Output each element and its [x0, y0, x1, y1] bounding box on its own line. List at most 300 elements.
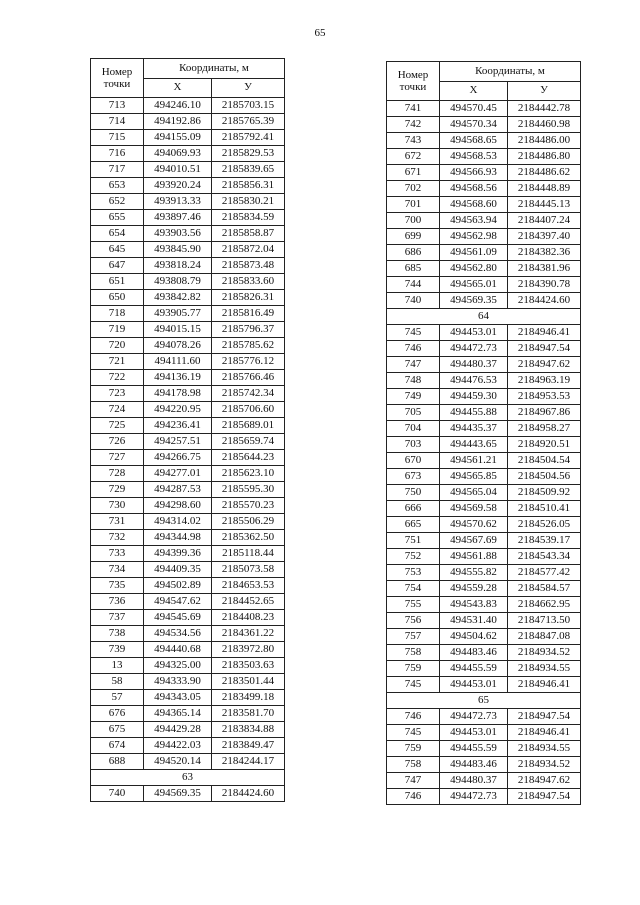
table-row — [91, 98, 285, 114]
table-row — [91, 514, 285, 530]
x-coordinate-cell: 494246.10 — [144, 98, 212, 114]
x-coordinate-cell: 494566.93 — [440, 165, 508, 181]
point-number-cell: 750 — [387, 485, 440, 501]
y-coordinate-cell: 2184584.57 — [508, 581, 581, 597]
y-column-header: У — [212, 78, 285, 98]
x-coordinate-cell: 493897.46 — [144, 210, 212, 226]
table-row — [91, 562, 285, 578]
table-row — [387, 581, 581, 597]
point-number-cell: 744 — [387, 277, 440, 293]
x-coordinate-cell: 494569.35 — [440, 293, 508, 309]
point-number-cell: 718 — [91, 306, 144, 322]
x-column-header: X — [144, 78, 212, 98]
x-coordinate-cell: 494455.88 — [440, 405, 508, 421]
table-row — [387, 117, 581, 133]
table-row — [387, 389, 581, 405]
x-coordinate-cell: 494409.35 — [144, 562, 212, 578]
x-coordinate-cell: 494399.36 — [144, 546, 212, 562]
x-coordinate-cell: 493913.33 — [144, 194, 212, 210]
x-coordinate-cell: 494266.75 — [144, 450, 212, 466]
table-row — [91, 386, 285, 402]
x-coordinate-cell: 494547.62 — [144, 594, 212, 610]
table-row — [387, 549, 581, 565]
x-coordinate-cell: 494562.80 — [440, 261, 508, 277]
point-number-cell: 737 — [91, 610, 144, 626]
y-coordinate-cell: 2185785.62 — [212, 338, 285, 354]
x-coordinate-cell: 493818.24 — [144, 258, 212, 274]
table-row — [387, 741, 581, 757]
x-coordinate-cell: 494453.01 — [440, 325, 508, 341]
y-coordinate-cell: 2183972.80 — [212, 642, 285, 658]
coordinates-table-left — [90, 58, 285, 802]
y-coordinate-cell: 2184509.92 — [508, 485, 581, 501]
coordinates-header: Координаты, м — [440, 62, 581, 82]
point-number-cell: 740 — [387, 293, 440, 309]
y-coordinate-cell: 2183834.88 — [212, 722, 285, 738]
table-row — [91, 786, 285, 802]
y-coordinate-cell: 2185623.10 — [212, 466, 285, 482]
y-coordinate-cell: 2185570.23 — [212, 498, 285, 514]
table-row — [387, 725, 581, 741]
x-coordinate-cell: 494568.65 — [440, 133, 508, 149]
point-number-cell: 757 — [387, 629, 440, 645]
y-coordinate-cell: 2185833.60 — [212, 274, 285, 290]
x-coordinate-cell: 494136.19 — [144, 370, 212, 386]
x-coordinate-cell: 494563.94 — [440, 213, 508, 229]
table-row — [91, 738, 285, 754]
x-coordinate-cell: 494570.45 — [440, 101, 508, 117]
x-coordinate-cell: 494422.03 — [144, 738, 212, 754]
y-coordinate-cell: 2184407.24 — [508, 213, 581, 229]
table-row — [91, 178, 285, 194]
y-coordinate-cell: 2184244.17 — [212, 754, 285, 770]
table-row — [387, 261, 581, 277]
x-coordinate-cell: 494192.86 — [144, 114, 212, 130]
point-number-cell: 704 — [387, 421, 440, 437]
point-number-cell: 751 — [387, 533, 440, 549]
point-number-cell: 650 — [91, 290, 144, 306]
y-coordinate-cell: 2184448.89 — [508, 181, 581, 197]
coordinates-header: Координаты, м — [144, 59, 285, 79]
point-number-cell: 758 — [387, 645, 440, 661]
y-coordinate-cell: 2185765.39 — [212, 114, 285, 130]
x-coordinate-cell: 494569.58 — [440, 501, 508, 517]
y-coordinate-cell: 2185644.23 — [212, 450, 285, 466]
y-coordinate-cell: 2185703.15 — [212, 98, 285, 114]
point-number-cell: 647 — [91, 258, 144, 274]
x-coordinate-cell: 494287.53 — [144, 482, 212, 498]
table-row — [387, 373, 581, 389]
table-row — [387, 149, 581, 165]
point-number-cell: 738 — [91, 626, 144, 642]
table-row — [91, 370, 285, 386]
table-row — [91, 722, 285, 738]
x-coordinate-cell: 494480.37 — [440, 357, 508, 373]
table-row — [387, 501, 581, 517]
y-coordinate-cell: 2185839.65 — [212, 162, 285, 178]
y-coordinate-cell: 2184713.50 — [508, 613, 581, 629]
y-coordinate-cell: 2184424.60 — [508, 293, 581, 309]
table-row — [387, 773, 581, 789]
point-number-cell: 729 — [91, 482, 144, 498]
y-coordinate-cell: 2185742.34 — [212, 386, 285, 402]
x-coordinate-cell: 494010.51 — [144, 162, 212, 178]
y-coordinate-cell: 2184963.19 — [508, 373, 581, 389]
y-coordinate-cell: 2184653.53 — [212, 578, 285, 594]
y-coordinate-cell: 2184390.78 — [508, 277, 581, 293]
point-number-cell: 723 — [91, 386, 144, 402]
table-row — [91, 338, 285, 354]
y-coordinate-cell: 2184967.86 — [508, 405, 581, 421]
y-coordinate-cell: 2183501.44 — [212, 674, 285, 690]
y-coordinate-cell: 2185776.12 — [212, 354, 285, 370]
x-coordinate-cell: 494220.95 — [144, 402, 212, 418]
table-row — [387, 533, 581, 549]
table-row — [387, 245, 581, 261]
x-coordinate-cell: 494561.88 — [440, 549, 508, 565]
point-number-cell: 701 — [387, 197, 440, 213]
point-number-cell: 741 — [387, 101, 440, 117]
y-coordinate-cell: 2184847.08 — [508, 629, 581, 645]
x-coordinate-cell: 494453.01 — [440, 725, 508, 741]
y-column-header: У — [508, 81, 581, 101]
point-number-cell: 715 — [91, 130, 144, 146]
table-row — [387, 757, 581, 773]
point-number-cell: 700 — [387, 213, 440, 229]
point-number-cell: 58 — [91, 674, 144, 690]
y-coordinate-cell: 2184539.17 — [508, 533, 581, 549]
table-row — [387, 229, 581, 245]
x-coordinate-cell: 494155.09 — [144, 130, 212, 146]
x-coordinate-cell: 494555.82 — [440, 565, 508, 581]
y-coordinate-cell: 2184920.51 — [508, 437, 581, 453]
point-number-cell: 716 — [91, 146, 144, 162]
x-coordinate-cell: 493920.24 — [144, 178, 212, 194]
y-coordinate-cell: 2184934.52 — [508, 757, 581, 773]
x-coordinate-cell: 494559.28 — [440, 581, 508, 597]
point-number-cell: 746 — [387, 709, 440, 725]
table-row — [91, 258, 285, 274]
point-number-cell: 759 — [387, 741, 440, 757]
table-row — [91, 418, 285, 434]
point-number-cell: 705 — [387, 405, 440, 421]
y-coordinate-cell: 2184486.00 — [508, 133, 581, 149]
table-row — [387, 437, 581, 453]
table-row — [387, 613, 581, 629]
point-number-cell: 13 — [91, 658, 144, 674]
table-row — [91, 434, 285, 450]
y-coordinate-cell: 2185834.59 — [212, 210, 285, 226]
y-coordinate-cell: 2185872.04 — [212, 242, 285, 258]
point-number-cell: 747 — [387, 773, 440, 789]
x-coordinate-cell: 494567.69 — [440, 533, 508, 549]
point-number-cell: 665 — [387, 517, 440, 533]
x-coordinate-cell: 494459.30 — [440, 389, 508, 405]
x-coordinate-cell: 494472.73 — [440, 709, 508, 725]
table-row — [91, 626, 285, 642]
y-coordinate-cell: 2184947.54 — [508, 341, 581, 357]
y-coordinate-cell: 2183499.18 — [212, 690, 285, 706]
table-row — [91, 754, 285, 770]
point-number-cell: 688 — [91, 754, 144, 770]
section-label: 63 — [91, 770, 285, 786]
table-row — [387, 469, 581, 485]
table-row — [91, 546, 285, 562]
point-number-cell: 732 — [91, 530, 144, 546]
y-coordinate-cell: 2184947.62 — [508, 773, 581, 789]
point-number-cell: 676 — [91, 706, 144, 722]
table-row — [387, 357, 581, 373]
y-coordinate-cell: 2185506.29 — [212, 514, 285, 530]
x-coordinate-cell: 494435.37 — [440, 421, 508, 437]
table-row — [387, 485, 581, 501]
table-row — [387, 101, 581, 117]
table-row — [387, 517, 581, 533]
point-number-cell: 735 — [91, 578, 144, 594]
table-row — [387, 405, 581, 421]
table-row — [387, 709, 581, 725]
table-row — [91, 466, 285, 482]
table-row — [91, 530, 285, 546]
table-row — [91, 482, 285, 498]
point-number-cell: 758 — [387, 757, 440, 773]
point-number-cell: 651 — [91, 274, 144, 290]
y-coordinate-cell: 2185118.44 — [212, 546, 285, 562]
table-row — [91, 402, 285, 418]
x-coordinate-cell: 493905.77 — [144, 306, 212, 322]
x-coordinate-cell: 493903.56 — [144, 226, 212, 242]
x-coordinate-cell: 494015.15 — [144, 322, 212, 338]
x-coordinate-cell: 494480.37 — [440, 773, 508, 789]
y-coordinate-cell: 2184946.41 — [508, 677, 581, 693]
point-number-header: Номер точки — [91, 59, 144, 98]
y-coordinate-cell: 2184442.78 — [508, 101, 581, 117]
y-coordinate-cell: 2185830.21 — [212, 194, 285, 210]
x-coordinate-cell: 493808.79 — [144, 274, 212, 290]
x-coordinate-cell: 494568.60 — [440, 197, 508, 213]
point-number-cell: 747 — [387, 357, 440, 373]
table-row — [91, 354, 285, 370]
point-number-cell: 755 — [387, 597, 440, 613]
table-row — [387, 197, 581, 213]
table-row — [387, 677, 581, 693]
x-coordinate-cell: 494333.90 — [144, 674, 212, 690]
point-number-cell: 57 — [91, 690, 144, 706]
y-coordinate-cell: 2185858.87 — [212, 226, 285, 242]
point-number-cell: 745 — [387, 725, 440, 741]
table-row — [387, 453, 581, 469]
table-row — [387, 181, 581, 197]
table-row — [91, 210, 285, 226]
x-coordinate-cell: 494504.62 — [440, 629, 508, 645]
y-coordinate-cell: 2185796.37 — [212, 322, 285, 338]
y-coordinate-cell: 2184934.55 — [508, 741, 581, 757]
point-number-cell: 720 — [91, 338, 144, 354]
y-coordinate-cell: 2184408.23 — [212, 610, 285, 626]
point-number-cell: 654 — [91, 226, 144, 242]
x-coordinate-cell: 494178.98 — [144, 386, 212, 402]
x-coordinate-cell: 494472.73 — [440, 789, 508, 805]
point-number-cell: 713 — [91, 98, 144, 114]
point-number-cell: 726 — [91, 434, 144, 450]
y-coordinate-cell: 2184510.41 — [508, 501, 581, 517]
table-row — [91, 322, 285, 338]
y-coordinate-cell: 2184361.22 — [212, 626, 285, 642]
section-label: 65 — [387, 693, 581, 709]
point-number-cell: 702 — [387, 181, 440, 197]
x-coordinate-cell: 494365.14 — [144, 706, 212, 722]
point-number-cell: 685 — [387, 261, 440, 277]
table-row — [387, 629, 581, 645]
y-coordinate-cell: 2185792.41 — [212, 130, 285, 146]
x-coordinate-cell: 494325.00 — [144, 658, 212, 674]
y-coordinate-cell: 2184958.27 — [508, 421, 581, 437]
table-row — [91, 162, 285, 178]
x-coordinate-cell: 494545.69 — [144, 610, 212, 626]
y-coordinate-cell: 2184382.36 — [508, 245, 581, 261]
point-number-cell: 731 — [91, 514, 144, 530]
point-number-cell: 686 — [387, 245, 440, 261]
point-number-header: Номер точки — [387, 62, 440, 101]
y-coordinate-cell: 2185073.58 — [212, 562, 285, 578]
point-number-cell: 725 — [91, 418, 144, 434]
point-number-cell: 672 — [387, 149, 440, 165]
point-number-cell: 748 — [387, 373, 440, 389]
y-coordinate-cell: 2183503.63 — [212, 658, 285, 674]
table-row — [91, 194, 285, 210]
x-coordinate-cell: 494453.01 — [440, 677, 508, 693]
y-coordinate-cell: 2184381.96 — [508, 261, 581, 277]
x-column-header: X — [440, 81, 508, 101]
y-coordinate-cell: 2183581.70 — [212, 706, 285, 722]
y-coordinate-cell: 2184445.13 — [508, 197, 581, 213]
y-coordinate-cell: 2184486.62 — [508, 165, 581, 181]
table-row — [387, 789, 581, 805]
table-row — [91, 578, 285, 594]
x-coordinate-cell: 494429.28 — [144, 722, 212, 738]
y-coordinate-cell: 2185873.48 — [212, 258, 285, 274]
x-coordinate-cell: 494561.21 — [440, 453, 508, 469]
y-coordinate-cell: 2185816.49 — [212, 306, 285, 322]
y-coordinate-cell: 2185766.46 — [212, 370, 285, 386]
point-number-cell: 674 — [91, 738, 144, 754]
table-row — [91, 114, 285, 130]
table-row — [387, 293, 581, 309]
point-number-cell: 740 — [91, 786, 144, 802]
point-number-cell: 728 — [91, 466, 144, 482]
point-number-cell: 653 — [91, 178, 144, 194]
table-row — [91, 642, 285, 658]
table-row — [91, 306, 285, 322]
point-number-cell: 703 — [387, 437, 440, 453]
point-number-cell: 745 — [387, 677, 440, 693]
table-row — [387, 421, 581, 437]
x-coordinate-cell: 493845.90 — [144, 242, 212, 258]
point-number-cell: 752 — [387, 549, 440, 565]
x-coordinate-cell: 494257.51 — [144, 434, 212, 450]
point-number-cell: 671 — [387, 165, 440, 181]
coordinates-table-right — [386, 61, 581, 805]
point-number-cell: 745 — [387, 325, 440, 341]
y-coordinate-cell: 2184953.53 — [508, 389, 581, 405]
y-coordinate-cell: 2184424.60 — [212, 786, 285, 802]
x-coordinate-cell: 494483.46 — [440, 757, 508, 773]
table-row — [387, 133, 581, 149]
y-coordinate-cell: 2184460.98 — [508, 117, 581, 133]
x-coordinate-cell: 494472.73 — [440, 341, 508, 357]
table-row — [91, 274, 285, 290]
x-coordinate-cell: 494570.62 — [440, 517, 508, 533]
table-row — [91, 450, 285, 466]
x-coordinate-cell: 494502.89 — [144, 578, 212, 594]
point-number-cell: 675 — [91, 722, 144, 738]
x-coordinate-cell: 494568.56 — [440, 181, 508, 197]
table-row — [387, 661, 581, 677]
x-coordinate-cell: 494534.56 — [144, 626, 212, 642]
x-coordinate-cell: 494236.41 — [144, 418, 212, 434]
x-coordinate-cell: 494568.53 — [440, 149, 508, 165]
point-number-cell: 714 — [91, 114, 144, 130]
table-row — [91, 130, 285, 146]
table-row — [91, 290, 285, 306]
y-coordinate-cell: 2185689.01 — [212, 418, 285, 434]
point-number-cell: 754 — [387, 581, 440, 597]
point-number-cell: 670 — [387, 453, 440, 469]
table-row — [91, 706, 285, 722]
x-coordinate-cell: 494531.40 — [440, 613, 508, 629]
y-coordinate-cell: 2184946.41 — [508, 725, 581, 741]
x-coordinate-cell: 494440.68 — [144, 642, 212, 658]
point-number-cell: 652 — [91, 194, 144, 210]
point-number-cell: 743 — [387, 133, 440, 149]
table-row — [387, 645, 581, 661]
y-coordinate-cell: 2185706.60 — [212, 402, 285, 418]
y-coordinate-cell: 2184452.65 — [212, 594, 285, 610]
table-row — [91, 226, 285, 242]
point-number-cell: 727 — [91, 450, 144, 466]
point-number-cell: 756 — [387, 613, 440, 629]
y-coordinate-cell: 2184577.42 — [508, 565, 581, 581]
y-coordinate-cell: 2184947.54 — [508, 709, 581, 725]
table-row — [387, 277, 581, 293]
x-coordinate-cell: 494455.59 — [440, 661, 508, 677]
x-coordinate-cell: 494277.01 — [144, 466, 212, 482]
x-coordinate-cell: 494344.98 — [144, 530, 212, 546]
x-coordinate-cell: 494343.05 — [144, 690, 212, 706]
y-coordinate-cell: 2184934.55 — [508, 661, 581, 677]
x-coordinate-cell: 494078.26 — [144, 338, 212, 354]
point-number-cell: 666 — [387, 501, 440, 517]
x-coordinate-cell: 494565.85 — [440, 469, 508, 485]
y-coordinate-cell: 2185659.74 — [212, 434, 285, 450]
y-coordinate-cell: 2185856.31 — [212, 178, 285, 194]
table-row — [91, 498, 285, 514]
table-row — [387, 165, 581, 181]
point-number-cell: 746 — [387, 789, 440, 805]
point-number-cell: 733 — [91, 546, 144, 562]
table-row — [387, 213, 581, 229]
x-coordinate-cell: 494562.98 — [440, 229, 508, 245]
point-number-cell: 749 — [387, 389, 440, 405]
y-coordinate-cell: 2184504.56 — [508, 469, 581, 485]
x-coordinate-cell: 494443.65 — [440, 437, 508, 453]
x-coordinate-cell: 494561.09 — [440, 245, 508, 261]
x-coordinate-cell: 494565.04 — [440, 485, 508, 501]
point-number-cell: 717 — [91, 162, 144, 178]
table-row — [387, 325, 581, 341]
point-number-cell: 721 — [91, 354, 144, 370]
y-coordinate-cell: 2184662.95 — [508, 597, 581, 613]
